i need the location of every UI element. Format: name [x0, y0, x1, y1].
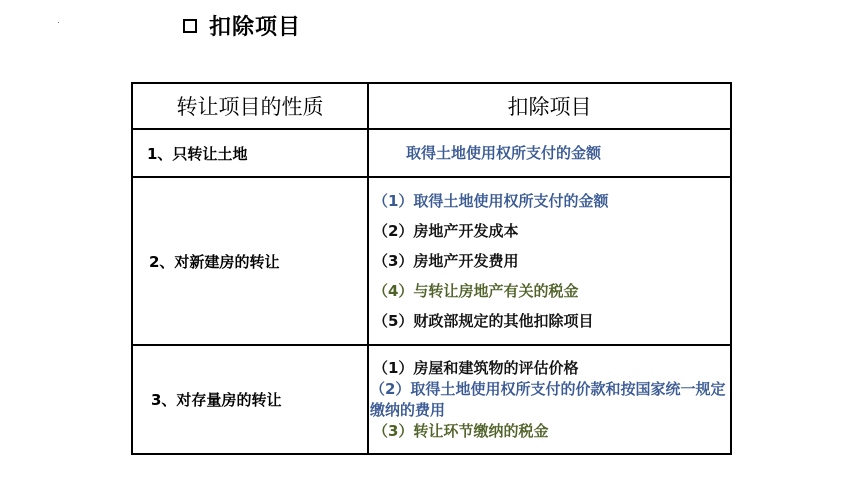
decorative-dot: [58, 22, 59, 23]
deduction-item: （2）取得土地使用权所支付的价款和按国家统一规定缴纳的费用: [370, 379, 726, 419]
square-bullet-icon: [183, 19, 197, 33]
transfer-nature-cell: 3、对存量房的转让: [132, 345, 368, 454]
deduction-table: [131, 82, 732, 455]
deduction-item: （3）转让环节缴纳的税金: [373, 421, 549, 440]
deduction-item: （4）与转让房地产有关的税金: [373, 282, 579, 300]
table-row: [132, 129, 731, 177]
table-row: [132, 345, 731, 454]
deduction-items-cell: [368, 177, 731, 345]
transfer-nature-cell: 1、只转让土地: [132, 129, 368, 177]
column-header-nature: 转让项目的性质: [132, 83, 368, 129]
table-row: [132, 177, 731, 345]
deduction-item: （3）房地产开发费用: [373, 252, 519, 270]
page-title: 扣除项目: [209, 15, 302, 40]
transfer-nature-cell: 2、对新建房的转让: [132, 177, 368, 345]
deduction-items-cell: [368, 129, 731, 177]
deduction-item: （1）取得土地使用权所支付的金额: [373, 192, 609, 210]
table-header-row: [132, 83, 731, 129]
deduction-item: 取得土地使用权所支付的金额: [406, 144, 602, 162]
page-heading: [183, 10, 301, 41]
column-header-deductions: 扣除项目: [368, 83, 731, 129]
deduction-item: （5）财政部规定的其他扣除项目: [373, 312, 594, 330]
deduction-items-cell: [368, 345, 731, 454]
deduction-item: （1）房屋和建筑物的评估价格: [373, 358, 579, 377]
deduction-item: （2）房地产开发成本: [373, 222, 519, 240]
